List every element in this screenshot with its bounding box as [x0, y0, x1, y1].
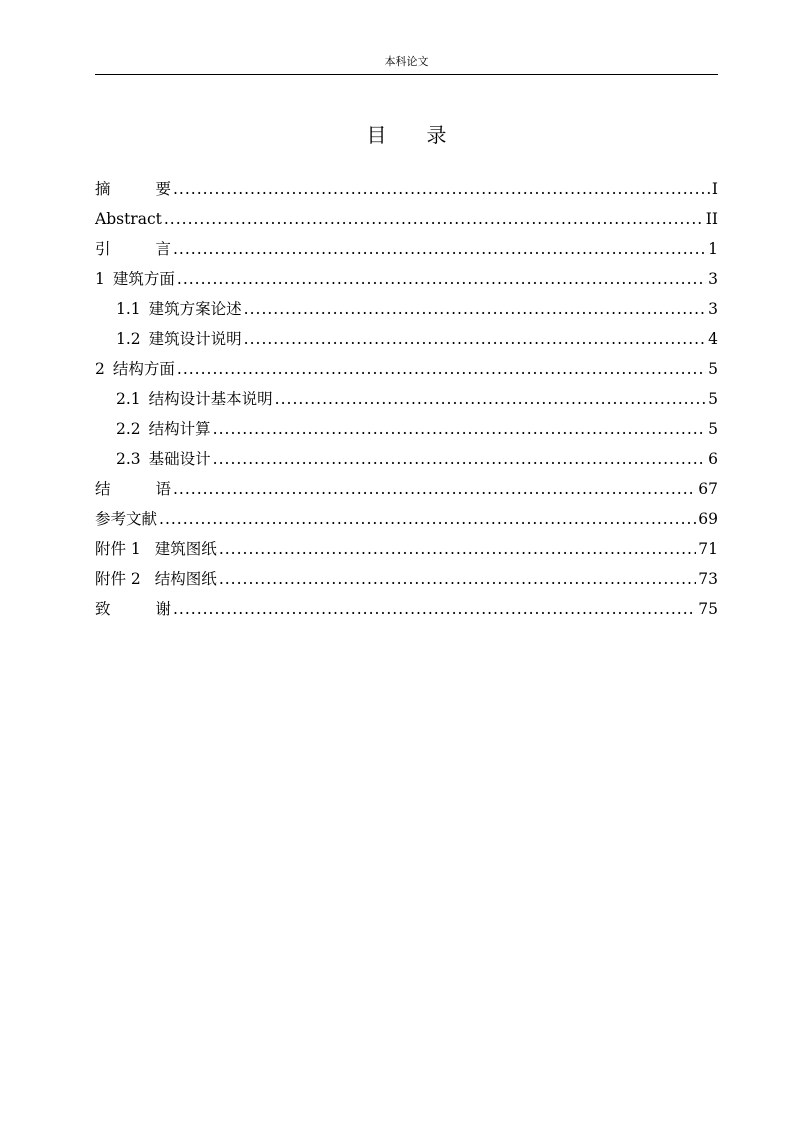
toc-entry-label: Abstract	[95, 210, 162, 228]
toc-dot-leader	[173, 234, 706, 264]
toc-dot-leader	[213, 444, 706, 474]
toc-dot-leader	[219, 534, 696, 564]
toc-title-part: 目	[366, 123, 387, 147]
toc-entry-number: 1.2	[116, 330, 141, 348]
toc-entry-label: 1.1 建筑方案论述	[116, 300, 242, 318]
toc-entry-label: 参考文献	[95, 510, 158, 528]
toc-entry-number: 2.3	[116, 450, 141, 468]
toc-page-number: 5	[708, 360, 718, 378]
page-header	[95, 55, 718, 75]
toc-entry-label: 附件 2 结构图纸	[95, 570, 217, 588]
toc-page-number: 6	[708, 450, 718, 468]
toc-dot-leader	[213, 414, 706, 444]
toc-entry-number: 附件 2	[95, 570, 141, 588]
toc-entry-label: 摘 要	[95, 180, 171, 198]
toc-entry-references[interactable]	[95, 504, 718, 534]
toc-dot-leader	[159, 504, 696, 534]
toc-dot-leader	[173, 594, 696, 624]
toc-page-number: 5	[708, 420, 718, 438]
toc-entry-chapter-2[interactable]	[95, 354, 718, 384]
toc-entry-number: 附件 1	[95, 540, 141, 558]
toc-entry-appendix-2[interactable]	[95, 564, 718, 594]
toc-entry-appendix-1[interactable]	[95, 534, 718, 564]
toc-dot-leader	[173, 174, 710, 204]
toc-title	[95, 120, 718, 150]
toc-entry-number: 1	[95, 270, 105, 288]
running-title: 本科论文	[384, 55, 429, 68]
toc-dot-leader	[177, 264, 706, 294]
toc-entry-number: 1.1	[116, 300, 141, 318]
toc-page-number: 5	[708, 390, 718, 408]
toc-page-number: II	[705, 210, 718, 228]
toc-entry-acknowledgements[interactable]	[95, 594, 718, 624]
toc-dot-leader	[164, 204, 704, 234]
toc-page-number: 3	[708, 270, 718, 288]
toc-page-number: 71	[698, 540, 718, 558]
toc-dot-leader	[177, 354, 706, 384]
toc-entry-label: 致 谢	[95, 600, 171, 618]
toc-entry-chapter-1[interactable]	[95, 264, 718, 294]
toc-page-number: 4	[708, 330, 718, 348]
toc-entry-label: 2 结构方面	[95, 360, 175, 378]
toc-dot-leader	[173, 474, 696, 504]
toc-entry-number: 2.2	[116, 420, 141, 438]
toc-entry-label: 2.2 结构计算	[116, 420, 211, 438]
toc-page-number: 75	[698, 600, 718, 618]
toc-entry-number: 2	[95, 360, 105, 378]
toc-dot-leader	[275, 384, 706, 414]
toc-dot-leader	[244, 294, 706, 324]
toc-page-number: I	[711, 180, 718, 198]
toc-entry-abstract-en[interactable]	[95, 204, 718, 234]
toc-entry-label: 引 言	[95, 240, 171, 258]
toc-entry-section-2-3[interactable]	[95, 444, 718, 474]
toc-entry-introduction[interactable]	[95, 234, 718, 264]
toc-page-number: 69	[698, 510, 718, 528]
toc-entry-abstract-cn[interactable]	[95, 174, 718, 204]
toc-entry-section-1-1[interactable]	[95, 294, 718, 324]
toc-page-number: 67	[698, 480, 718, 498]
table-of-contents	[95, 174, 718, 624]
toc-entry-label: 2.3 基础设计	[116, 450, 211, 468]
toc-dot-leader	[244, 324, 706, 354]
toc-entry-label: 附件 1 建筑图纸	[95, 540, 217, 558]
toc-page-number: 3	[708, 300, 718, 318]
toc-entry-section-1-2[interactable]	[95, 324, 718, 354]
toc-page-number: 1	[708, 240, 718, 258]
toc-entry-label: 结 语	[95, 480, 171, 498]
toc-title-part: 录	[426, 123, 447, 147]
toc-entry-label: 1.2 建筑设计说明	[116, 330, 242, 348]
toc-entry-section-2-2[interactable]	[95, 414, 718, 444]
toc-entry-section-2-1[interactable]	[95, 384, 718, 414]
toc-page-number: 73	[698, 570, 718, 588]
toc-entry-label: 1 建筑方面	[95, 270, 175, 288]
toc-entry-number: 2.1	[116, 390, 141, 408]
toc-entry-conclusion[interactable]	[95, 474, 718, 504]
toc-dot-leader	[219, 564, 696, 594]
toc-entry-label: 2.1 结构设计基本说明	[116, 390, 273, 408]
